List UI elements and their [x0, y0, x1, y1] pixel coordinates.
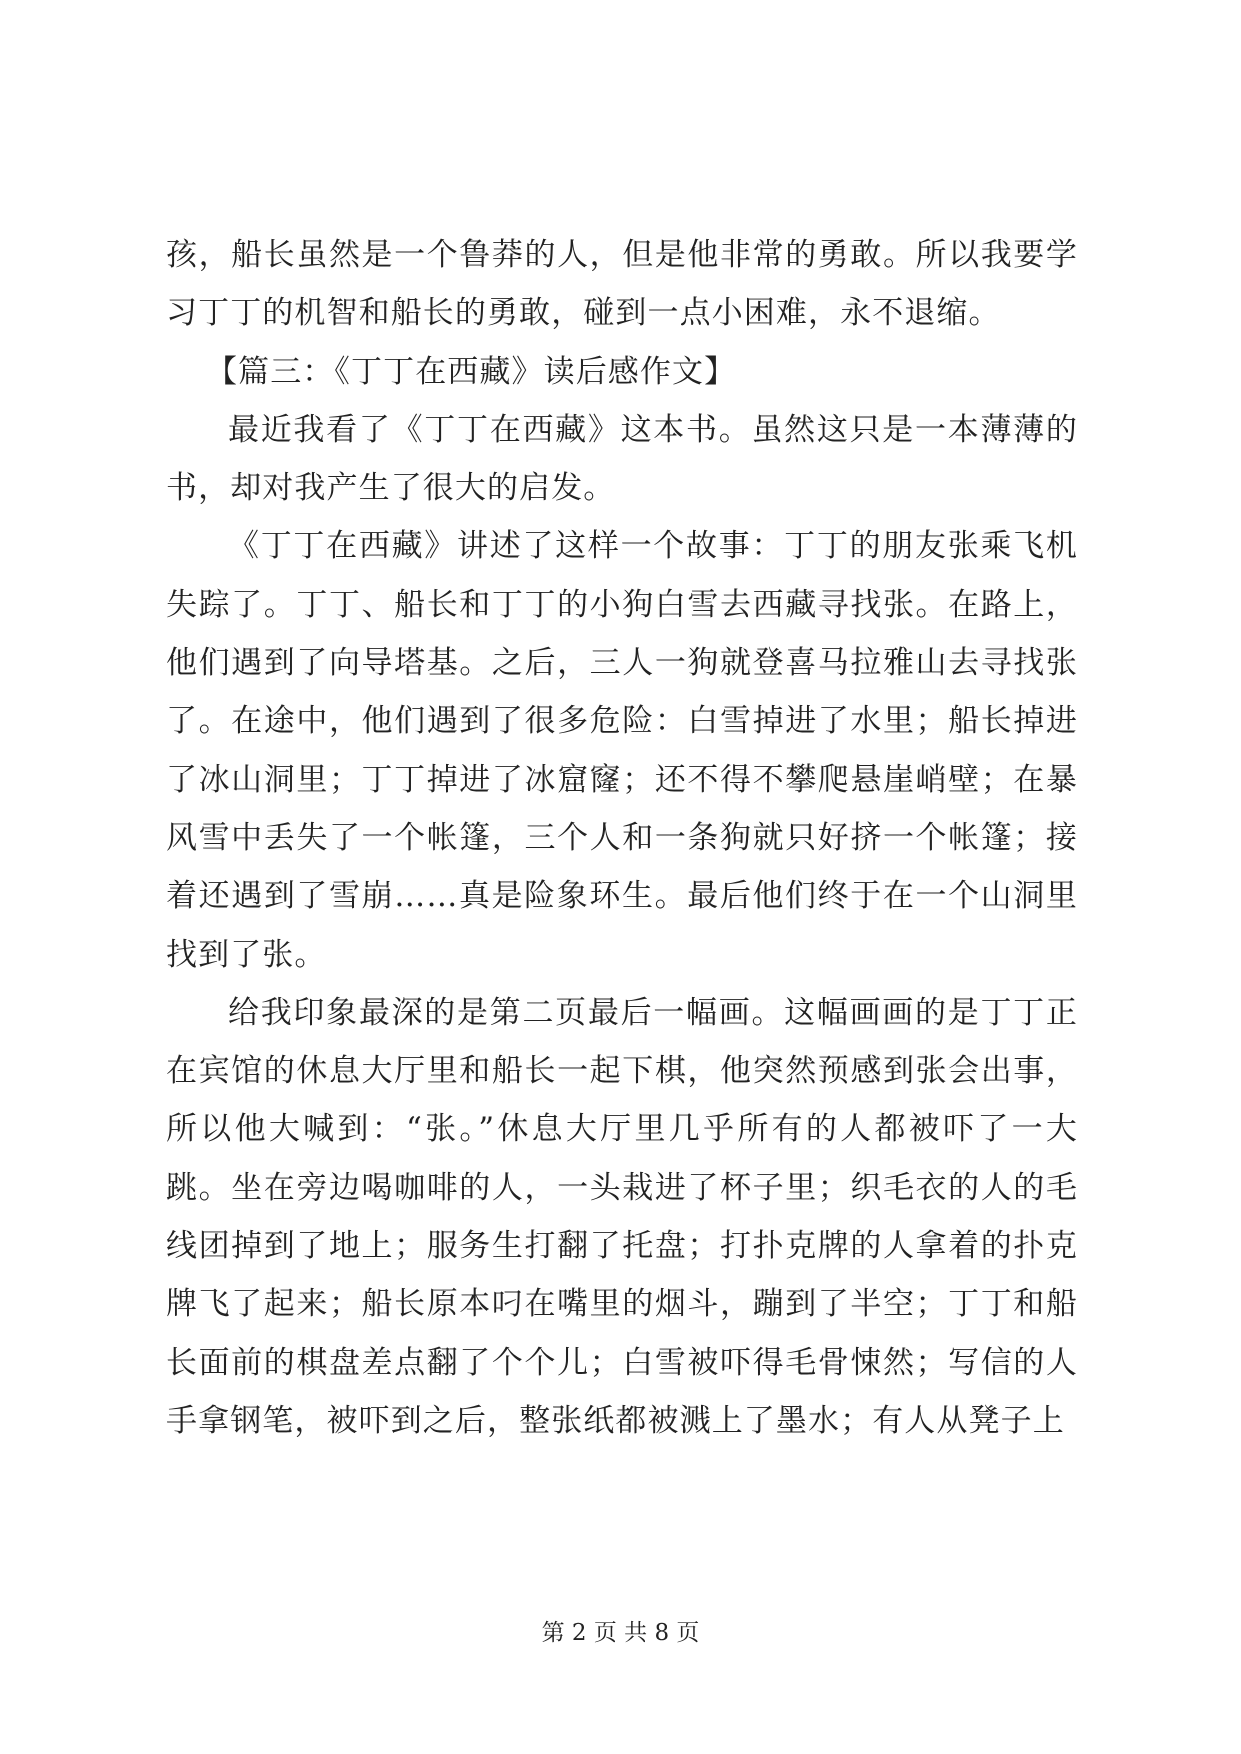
- paragraph-intro: 最近我看了《丁丁在西藏》这本书。虽然这只是一本薄薄的书，却对我产生了很大的启发。: [166, 411, 1078, 507]
- page-footer: [0, 1618, 1241, 1648]
- paragraph-continuation: 孩，船长虽然是一个鲁莽的人，但是他非常的勇敢。所以我要学习丁丁的机智和船长的勇敢，碰到一点小困难，永不退缩。: [166, 237, 1078, 332]
- page-number-label: 第 2 页 共 8 页: [541, 1620, 700, 1646]
- paragraph-impression: 给我印象最深的是第二页最后一幅画。这幅画画的是丁丁正在宾馆的休息大厅里和船长一起下棋，他突然预感到张会出事，所以他大喊到：“张。”休息大厅里几乎所有的人都被吓了一大跳。坐在旁边喝咖啡的人，一头栽进了杯子里；织毛衣的人的毛线团掉到了地上；服务生打翻了托盘；打扑克牌的人拿着的扑克牌飞了起来；船长原本叼在嘴里的烟斗，蹦到了半空；丁丁和船长面前的棋盘差点翻了个个儿；白雪被吓得毛骨悚然；写信的人手拿钢笔，被吓到之后，整张纸都被溅上了墨水；有人从凳子上: [166, 994, 1078, 1439]
- section-heading: 【篇三：《丁丁在西藏》读后感作文】: [206, 353, 737, 390]
- document-body: [166, 226, 1078, 1450]
- paragraph-story-summary: 《丁丁在西藏》讲述了这样一个故事：丁丁的朋友张乘飞机失踪了。丁丁、船长和丁丁的小狗白雪去西藏寻找张。在路上，他们遇到了向导塔基。之后，三人一狗就登喜马拉雅山去寻找张了。在途中，他们遇到了很多危险：白雪掉进了水里；船长掉进了冰山洞里；丁丁掉进了冰窟窿；还不得不攀爬悬崖峭壁；在暴风雪中丢失了一个帐篷，三个人和一条狗就只好挤一个帐篷；接着还遇到了雪崩……真是险象环生。最后他们终于在一个山洞里找到了张。: [166, 528, 1078, 973]
